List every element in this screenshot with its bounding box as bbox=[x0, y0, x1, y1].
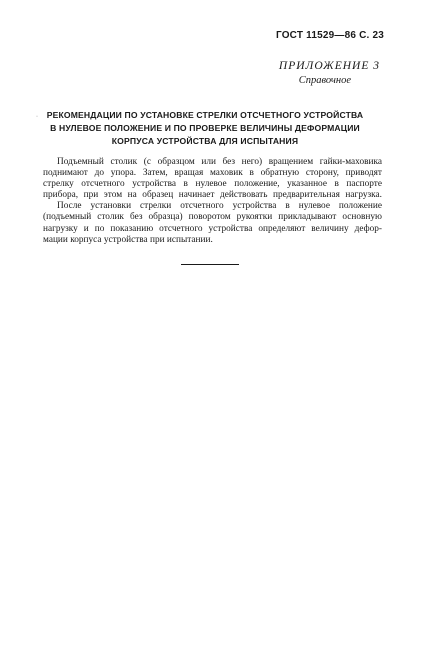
appendix-type: Справочное bbox=[298, 75, 351, 86]
body-line-1: Подъемный столик (с образцом или без него) вращением гайки-маховика bbox=[57, 157, 382, 167]
title-line-2: В НУЛЕВОЕ ПОЛОЖЕНИЕ И ПО ПРОВЕРКЕ ВЕЛИЧИНЫ ДЕФОРМАЦИИ bbox=[50, 122, 360, 133]
end-rule bbox=[181, 264, 239, 265]
body-line-2: поднимают до упора. Затем, вращая маховик в обратную сторону, приводят bbox=[43, 168, 382, 179]
body-line-4: прибора, при этом на образец начинает действовать предварительная нагрузка. bbox=[43, 190, 382, 201]
page-header: ГОСТ 11529—86 С. 23 bbox=[275, 30, 384, 41]
title-line-1: РЕКОМЕНДАЦИИ ПО УСТАНОВКЕ СТРЕЛКИ ОТСЧЕТНОГО УСТРОЙСТВА bbox=[46, 110, 364, 120]
body-text bbox=[43, 157, 382, 246]
appendix-label: ПРИЛОЖЕНИЕ 3 bbox=[278, 60, 380, 72]
body-line-8: мации корпуса устройства при испытании. bbox=[43, 234, 213, 245]
body-line-7: нагрузку и по показанию отсчетного устройства определяют величину дефор- bbox=[43, 223, 382, 234]
body-line-3: стрелку отсчетного устройства в нулевое положение, указанное в паспорте bbox=[43, 179, 382, 190]
body-line-5: После установки стрелки отсчетного устройства в нулевое положение bbox=[57, 201, 382, 212]
stray-mark: · bbox=[36, 114, 38, 120]
section-title bbox=[32, 109, 378, 147]
body-line-6: (подъемный столик без образца) поворотом рукоятки прикладывают основную bbox=[43, 212, 382, 223]
title-line-3: КОРПУСА УСТРОЙСТВА ДЛЯ ИСПЫТАНИЯ bbox=[111, 135, 299, 146]
